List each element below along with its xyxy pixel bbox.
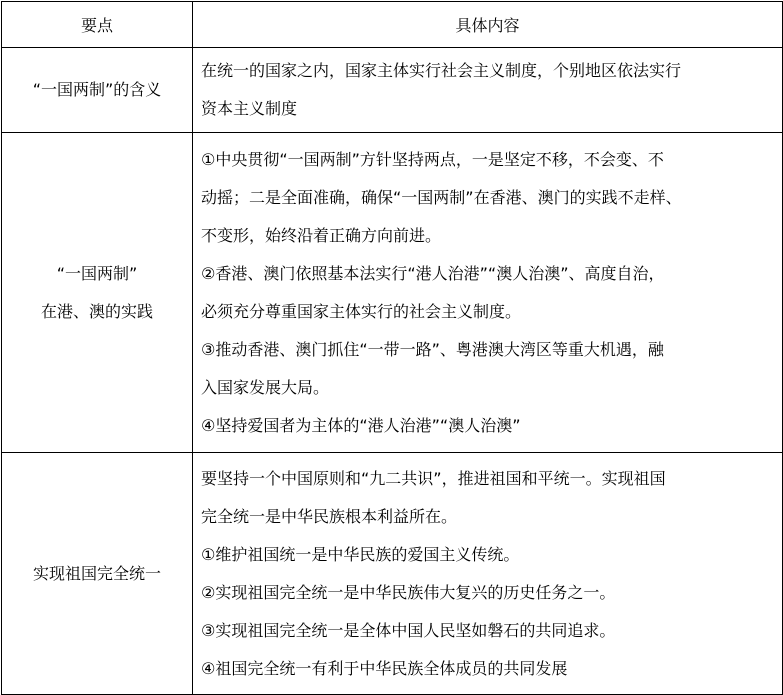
content-line: ②实现祖国完全统一是中华民族伟大复兴的历史任务之一。 [201,582,616,602]
row-key-meaning [2,48,193,133]
key-line: 实现祖国完全统一 [32,563,161,583]
content-line: 完全统一是中华民族根本利益所在。 [201,506,458,526]
content-line: ③实现祖国完全统一是全体中国人民坚如磐石的共同追求。 [201,620,616,640]
content-line: ①中央贯彻“一国两制”方针坚持两点，一是坚定不移，不会变、不 [201,149,664,169]
header-key: 要点 [2,2,193,48]
content-table [1,1,783,695]
row-content-meaning [193,48,783,133]
row-key-practice [2,133,193,453]
content-line: ①维护祖国统一是中华民族的爱国主义传统。 [201,544,520,564]
content-line: 入国家发展大局。 [201,377,330,397]
content-line: ③推动香港、澳门抓住“一带一路”、粤港澳大湾区等重大机遇，融 [201,339,664,359]
key-line: “一国两制” [56,263,138,283]
row-content-practice [193,133,783,453]
table-row [2,48,783,133]
table-header-row [2,2,783,48]
content-line: 在统一的国家之内，国家主体实行社会主义制度，个别地区依法实行 [201,61,682,80]
content-line: 要坚持一个中国原则和“九二共识”，推进祖国和平统一。实现祖国 [201,468,666,488]
content-line: ④祖国完全统一有利于中华民族全体成员的共同发展 [201,658,568,678]
content-line: 必须充分尊重国家主体实行的社会主义制度。 [201,301,522,321]
content-line: ④坚持爱国者为主体的“港人治港”“澳人治澳” [201,415,521,435]
table-row [2,133,783,453]
table-row [2,453,783,695]
key-line: 在港、澳的实践 [40,301,153,321]
key-line: “一国两制”的含义 [32,80,162,99]
content-line: 不变形，始终沿着正确方向前进。 [201,225,442,245]
content-line: 资本主义制度 [201,99,298,118]
content-line: 动摇；二是全面准确，确保“一国两制”在香港、澳门的实践不走样、 [201,187,682,207]
row-content-reunification [193,453,783,695]
row-key-reunification [2,453,193,695]
header-content: 具体内容 [193,2,783,48]
content-line: ②香港、澳门依照基本法实行“港人治港”“澳人治澳”、高度自治， [201,263,665,283]
